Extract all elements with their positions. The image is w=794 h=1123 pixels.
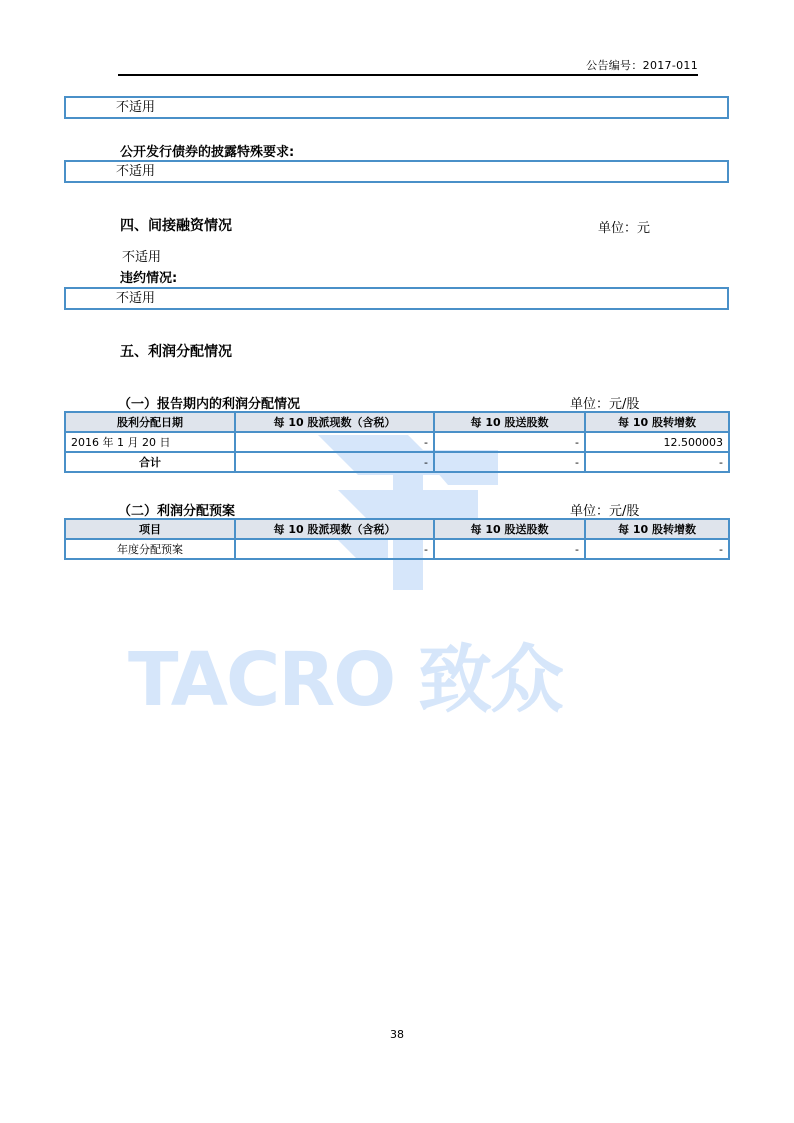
column-header: 每 10 股送股数 bbox=[434, 412, 585, 432]
unit-label: 单位：元 bbox=[598, 221, 651, 236]
table-row bbox=[65, 539, 729, 559]
table-cell: - bbox=[434, 432, 585, 452]
table-cell: - bbox=[235, 452, 434, 472]
table-cell: 2016 年 1 月 20 日 bbox=[65, 432, 235, 452]
column-header: 项目 bbox=[65, 519, 235, 539]
unit-label: 单位：元/股 bbox=[570, 397, 640, 412]
table-cell: - bbox=[434, 539, 585, 559]
table-cell: 12.500003 bbox=[585, 432, 729, 452]
column-header: 每 10 股送股数 bbox=[434, 519, 585, 539]
box-text: 不适用 bbox=[116, 164, 156, 179]
disclosure-requirements-title: 公开发行债券的披露特殊要求: bbox=[120, 145, 295, 160]
column-header: 每 10 股派现数（含税） bbox=[235, 412, 434, 432]
column-header: 股利分配日期 bbox=[65, 412, 235, 432]
table-cell: - bbox=[585, 539, 729, 559]
current-distribution-table bbox=[64, 411, 730, 473]
table-header-row bbox=[65, 519, 729, 539]
breach-box bbox=[64, 287, 729, 310]
section-title-profit-distribution: 五、利润分配情况 bbox=[120, 344, 232, 360]
distribution-plan-subtitle: （二）利润分配预案 bbox=[118, 504, 236, 519]
box-text: 不适用 bbox=[116, 100, 156, 115]
header-rule bbox=[118, 74, 698, 76]
column-header: 每 10 股转增数 bbox=[585, 412, 729, 432]
column-header: 每 10 股派现数（含税） bbox=[235, 519, 434, 539]
table-cell: 合计 bbox=[65, 452, 235, 472]
box-text: 不适用 bbox=[116, 291, 156, 306]
not-applicable-box bbox=[64, 96, 729, 119]
page-number: 38 bbox=[390, 1028, 404, 1041]
disclosure-box bbox=[64, 160, 729, 183]
table-cell: 年度分配预案 bbox=[65, 539, 235, 559]
announcement-number: 公告编号：2017-011 bbox=[586, 59, 698, 72]
table-cell: - bbox=[235, 539, 434, 559]
breach-title: 违约情况: bbox=[120, 271, 178, 286]
section-title-indirect-financing: 四、间接融资情况 bbox=[120, 218, 232, 234]
table-cell: - bbox=[434, 452, 585, 472]
table-cell: - bbox=[235, 432, 434, 452]
current-distribution-subtitle: （一）报告期内的利润分配情况 bbox=[118, 397, 301, 412]
indirect-financing-note: 不适用 bbox=[122, 250, 162, 265]
table-header-row bbox=[65, 412, 729, 432]
column-header: 每 10 股转增数 bbox=[585, 519, 729, 539]
table-row bbox=[65, 432, 729, 452]
watermark-text: TACRO 致众 bbox=[128, 637, 562, 723]
table-row bbox=[65, 452, 729, 472]
unit-label: 单位：元/股 bbox=[570, 504, 640, 519]
distribution-plan-table bbox=[64, 518, 730, 560]
table-cell: - bbox=[585, 452, 729, 472]
